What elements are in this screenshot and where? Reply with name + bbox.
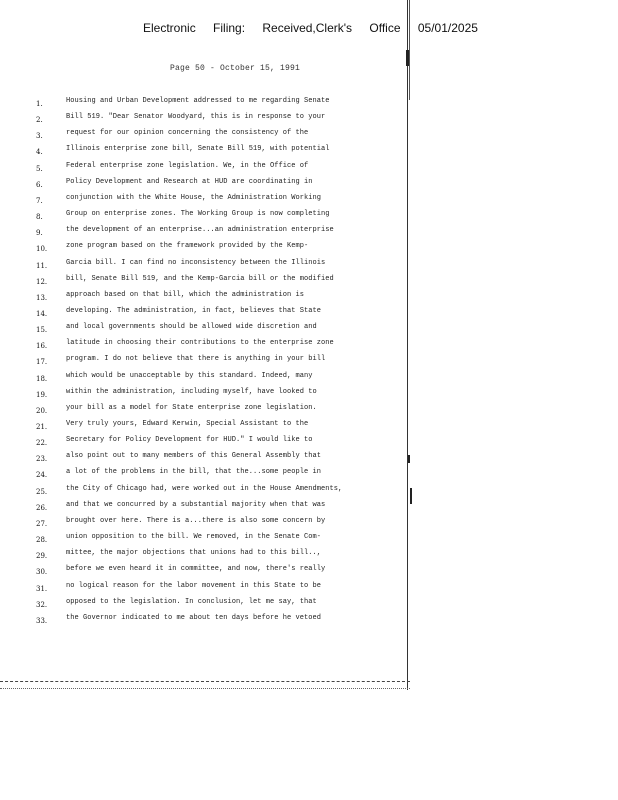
- line-number: 5.: [36, 164, 43, 173]
- line-number: 24.: [36, 471, 48, 480]
- line-text: zone program based on the framework provided by the Kemp-: [66, 242, 309, 251]
- transcript-line: [0, 582, 410, 598]
- line-text: the Governor indicated to me about ten days before he vetoed: [66, 613, 322, 622]
- line-number: 28.: [36, 536, 48, 545]
- line-text: developing. The administration, in fact, believes that State: [66, 306, 322, 315]
- line-text: Federal enterprise zone legislation. We, in the Office of: [66, 161, 309, 170]
- line-number: 7.: [36, 196, 43, 205]
- line-number: 13.: [36, 293, 48, 302]
- line-number: 4.: [36, 148, 43, 157]
- line-number: 23.: [36, 455, 48, 464]
- line-text: conjunction with the White House, the Administration Working: [66, 193, 322, 202]
- stamp-filing: Filing:: [213, 21, 246, 35]
- transcript-line: [0, 501, 410, 517]
- line-text: no logical reason for the labor movement in this State to be: [66, 581, 322, 590]
- bottom-rule-dotted: [0, 688, 410, 689]
- transcript-line: [0, 614, 410, 630]
- line-number: 21.: [36, 423, 48, 431]
- transcript-line: [0, 129, 410, 145]
- scan-mark: [406, 58, 409, 66]
- stamp-office: Office: [369, 21, 401, 35]
- transcript-line: [0, 404, 410, 420]
- line-number: 25.: [36, 487, 48, 496]
- transcript-line: [0, 549, 410, 565]
- line-number: 18.: [36, 374, 48, 383]
- transcript-line: [0, 275, 410, 291]
- filing-stamp-header: [143, 21, 478, 35]
- line-text: before we even heard it in committee, and now, there's really: [66, 565, 326, 574]
- line-number: 27.: [36, 519, 48, 528]
- transcript-line: [0, 323, 410, 339]
- transcript-line: [0, 388, 410, 404]
- line-text: and local governments should be allowed wide discretion and: [66, 323, 317, 332]
- line-text: a lot of the problems in the bill, that the...some people in: [66, 468, 322, 477]
- stamp-date: 05/01/2025: [417, 21, 478, 35]
- line-text: union opposition to the bill. We removed, in the Senate Com-: [66, 533, 322, 542]
- line-text: the City of Chicago had, were worked out in the House Amendments,: [66, 484, 343, 493]
- line-number: 14.: [36, 309, 48, 318]
- line-text: mittee, the major objections that unions had to this bill..,: [66, 549, 322, 558]
- line-text: brought over here. There is a...there is also some concern by: [66, 516, 326, 525]
- line-number: 8.: [36, 213, 43, 222]
- right-margin-rule: [407, 0, 408, 690]
- transcript-line: [0, 162, 410, 178]
- line-text: Housing and Urban Development addressed to me regarding Senate: [66, 97, 330, 105]
- line-number: 15.: [36, 326, 48, 335]
- transcript-line: [0, 452, 410, 468]
- line-number: 16.: [36, 342, 48, 351]
- transcript-line: [0, 420, 410, 436]
- line-number: 31.: [36, 584, 48, 593]
- line-number: 22.: [36, 439, 48, 448]
- line-text: also point out to many members of this General Assembly that: [66, 452, 322, 461]
- right-margin-rule-top: [409, 0, 410, 100]
- line-number: 9.: [36, 229, 43, 238]
- transcript-line: [0, 598, 410, 614]
- line-number: 19.: [36, 390, 48, 399]
- line-number: 10.: [36, 245, 48, 254]
- transcript-line: [0, 291, 410, 307]
- transcript-line: [0, 145, 410, 161]
- line-number: 11.: [36, 261, 48, 270]
- line-number: 29.: [36, 552, 48, 561]
- line-text: which would be unacceptable by this standard. Indeed, many: [66, 371, 313, 380]
- line-number: 3.: [36, 132, 43, 141]
- line-text: Illinois enterprise zone bill, Senate Bill 519, with potential: [66, 145, 330, 154]
- transcript-line: [0, 97, 410, 113]
- transcript-line: [0, 259, 410, 275]
- line-text: approach based on that bill, which the administration is: [66, 290, 305, 299]
- line-number: 12.: [36, 277, 48, 286]
- transcript-line: [0, 194, 410, 210]
- line-text: your bill as a model for State enterprise zone legislation.: [66, 403, 317, 412]
- line-number: 6.: [36, 180, 43, 189]
- line-text: Secretary for Policy Development for HUD." I would like to: [66, 436, 313, 445]
- transcript-line: [0, 339, 410, 355]
- stamp-electronic: Electronic: [143, 21, 196, 35]
- line-text: Bill 519. "Dear Senator Woodyard, this is in response to your: [66, 113, 326, 122]
- line-number: 1.: [36, 100, 43, 108]
- transcript-line: [0, 210, 410, 226]
- transcript-line: [0, 178, 410, 194]
- line-text: opposed to the legislation. In conclusion, let me say, that: [66, 597, 317, 606]
- transcript-line: [0, 355, 410, 371]
- transcript-line: [0, 533, 410, 549]
- transcript-line: [0, 436, 410, 452]
- line-text: request for our opinion concerning the consistency of the: [66, 129, 309, 138]
- transcript-line: [0, 242, 410, 258]
- line-text: Group on enterprise zones. The Working Group is now completing: [66, 210, 330, 219]
- line-text: Garcia bill. I can find no inconsistency between the Illinois: [66, 258, 326, 267]
- line-number: 26.: [36, 503, 48, 512]
- transcript-line: [0, 113, 410, 129]
- scan-mark: [410, 488, 412, 504]
- line-text: Policy Development and Research at HUD are coordinating in: [66, 177, 313, 186]
- line-number: 20.: [36, 406, 48, 415]
- line-text: within the administration, including myself, have looked to: [66, 387, 317, 396]
- scan-mark: [408, 455, 410, 463]
- line-text: and that we concurred by a substantial majority when that was: [66, 500, 326, 509]
- transcript-line: [0, 485, 410, 501]
- line-text: latitude in choosing their contributions to the enterprise zone: [66, 339, 334, 348]
- transcript-line: [0, 468, 410, 484]
- line-text: Very truly yours, Edward Kerwin, Special Assistant to the: [66, 420, 309, 428]
- line-text: bill, Senate Bill 519, and the Kemp-Garcia bill or the modified: [66, 274, 334, 283]
- transcript-line: [0, 307, 410, 323]
- line-number: 32.: [36, 600, 48, 609]
- page-heading: Page 50 - October 15, 1991: [169, 64, 301, 73]
- transcript-line: [0, 517, 410, 533]
- line-text: program. I do not believe that there is anything in your bill: [66, 355, 326, 364]
- transcript-line: [0, 565, 410, 581]
- line-number: 33.: [36, 616, 48, 625]
- line-text: the development of an enterprise...an administration enterprise: [66, 226, 334, 235]
- line-number: 2.: [36, 116, 43, 125]
- transcript-line: [0, 372, 410, 388]
- line-number: 30.: [36, 568, 48, 577]
- line-number: 17.: [36, 358, 48, 367]
- bottom-rule: [0, 681, 410, 682]
- stamp-received: Received,Clerk's: [262, 21, 353, 35]
- transcript-line: [0, 226, 410, 242]
